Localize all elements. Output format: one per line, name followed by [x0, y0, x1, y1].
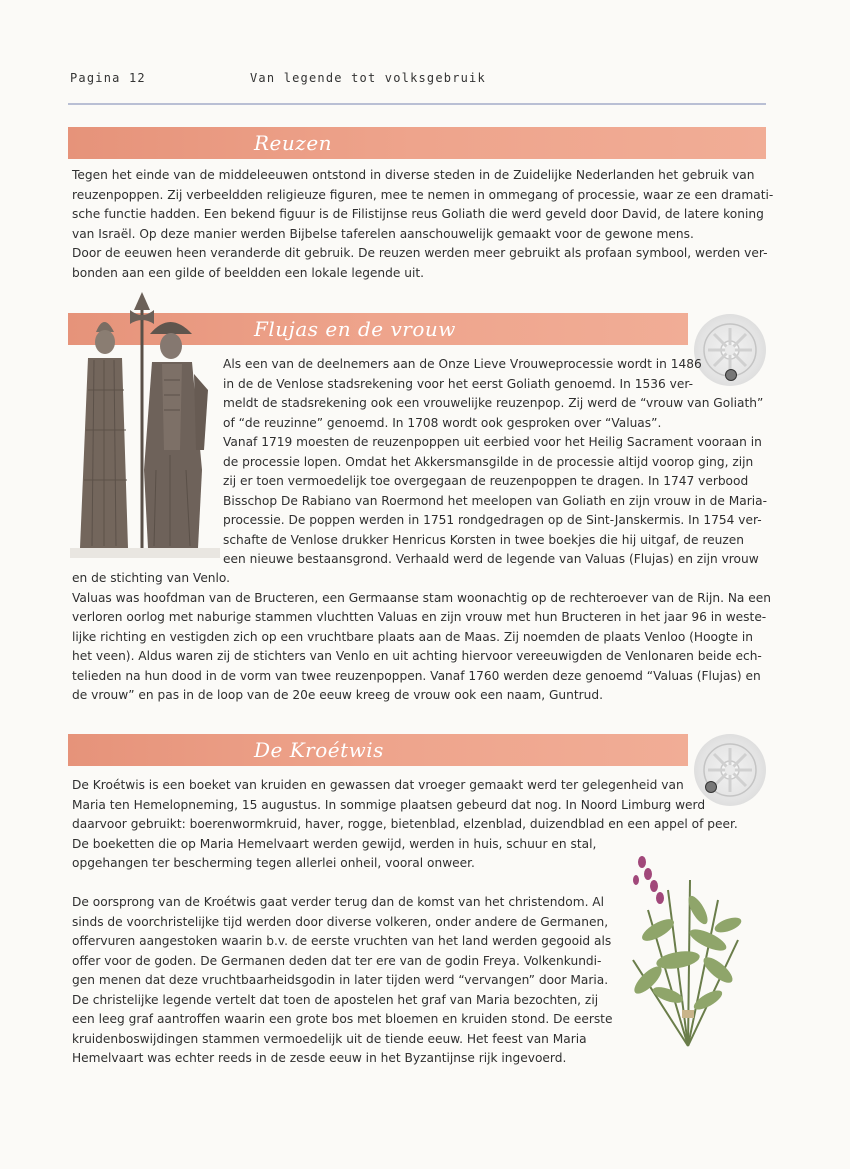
text-line: kruidenboswijdingen stammen vermoedelijk uit de tiende eeuw. Het feest van Maria [72, 1031, 587, 1046]
text-line: reuzenpoppen. Zij verbeeldden religieuze figuren, mee te nemen in ommegang of processie, waar ze een dramati- [72, 187, 774, 202]
text-line: in de de Venlose stadsrekening voor het eerst Goliath genoemd. In 1536 ver- [223, 376, 693, 391]
reuzen-text [72, 166, 773, 283]
text-line: opgehangen ter bescherming tegen allerlei onheil, vooral onweer. [72, 856, 475, 870]
text-line: zij er toen vermoedelijk toe overgegaan de reuzenpoppen te dragen. In 1747 verbood [223, 474, 749, 488]
flujas-text-full [72, 569, 771, 706]
text-line: Bisschop De Rabiano van Roermond het meelopen van Goliath en zijn vrouw in de Maria- [223, 493, 768, 508]
herb-bouquet-photo [608, 850, 768, 1050]
text-line: sche functie hadden. Een bekend figuur is de Filistijnse reus Goliath die werd geveld door David, de latere koning [72, 207, 764, 221]
text-line: De Kroétwis is een boeket van kruiden en gewassen dat vroeger gemaakt werd ter gelegenheid van [72, 778, 684, 792]
section-band-reuzen [68, 127, 766, 159]
text-line: telieden na hun dood in de vorm van twee reuzenpoppen. Vanaf 1760 werden deze genoemd “Valuas (Flujas) en [72, 668, 761, 683]
page-number: Pagina 12 [70, 71, 146, 85]
text-line: schafte de Venlose drukker Henricus Korsten in twee boekjes die hij uitgaf, de reuzen [223, 532, 744, 547]
header-rule [68, 103, 766, 105]
text-line: Door de eeuwen heen veranderde dit gebruik. De reuzen werden meer gebruikt als profaan symbool, werden ver- [72, 246, 768, 260]
text-line: De oorsprong van de Kroétwis gaat verder terug dan de komst van het christendom. Al [72, 895, 605, 909]
text-line: Hemelvaart was echter reeds in de zesde eeuw in het Byzantijnse rijk ingevoerd. [72, 1051, 567, 1065]
running-title: Van legende tot volksgebruik [250, 71, 486, 85]
text-line: een leeg graf aantroffen waarin een grote bos met bloemen en kruiden stond. De eerste [72, 1012, 613, 1026]
text-line: De boeketten die op Maria Hemelvaart werden gewijd, werden in huis, schuur en stal, [72, 836, 597, 851]
text-line: of “de reuzinne” genoemd. In 1708 wordt ook gesproken over “Valuas”. [223, 415, 662, 430]
text-line: processie. De poppen werden in 1751 rondgedragen op de Sint-Janskermis. In 1754 ver- [223, 513, 762, 527]
giant-puppets-photo [70, 290, 220, 558]
text-line: Valuas was hoofdman van de Bructeren, een Germaanse stam woonachtig op de rechteroever van de Rijn. Na een [72, 590, 771, 605]
section-band-kroetwis [68, 734, 688, 766]
text-line: sinds de voorchristelijke tijd werden door diverse volkeren, onder andere de Germanen, [72, 914, 609, 929]
text-line: gen menen dat deze vruchtbaarheidsgodin in later tijden werd “vervangen” door Maria. [72, 973, 609, 987]
text-line: het veen). Aldus waren zij de stichters van Venlo en uit achting hiervoor vereeuwigden de Venlonaren beide ech- [72, 649, 762, 663]
text-line: meldt de stadsrekening ook een vrouwelijke reuzenpop. Zij werd de “vrouw van Goliath” [223, 396, 764, 410]
text-line: lijke richting en vestigden zich op een vruchtbare plaats aan de Maas. Zij noemden de plaats Venloo (Hoogte in [72, 629, 753, 644]
text-line: Tegen het einde van de middeleeuwen ontstond in diverse steden in de Zuidelijke Nederlanden het gebruik van [72, 168, 755, 182]
text-line: de processie lopen. Omdat het Akkersmansgilde in de processie altijd voorop ging, zijn [223, 454, 754, 469]
section-title-reuzen: Reuzen [254, 131, 333, 155]
text-line: offer voor de goden. De Germanen deden dat ter ere van de godin Freya. Volkenkundi- [72, 953, 602, 968]
text-line: en de stichting van Venlo. [72, 571, 231, 585]
text-line: verloren oorlog met naburige stammen vluchtten Valuas en zijn vrouw met hun Bructeren in het jaar 96 in weste- [72, 610, 767, 624]
text-line: offervuren aangestoken waarin b.v. de eerste vruchten van het land werden gegooid als [72, 934, 612, 948]
section-title-flujas: Flujas en de vrouw [254, 317, 456, 341]
text-line: daarvoor gebruikt: boerenwormkruid, haver, rogge, bietenblad, elzenblad, duizendblad en een appel of peer. [72, 817, 738, 831]
kroetwis-text-origin [72, 893, 612, 1069]
flujas-text-beside-photo [223, 355, 767, 570]
text-line: Vanaf 1719 moesten de reuzenpoppen uit eerbied voor het Heilig Sacrament vooraan in [223, 435, 762, 449]
text-line: bonden aan een gilde of beeldden een lokale legende uit. [72, 265, 425, 280]
section-title-kroetwis: De Kroétwis [254, 738, 384, 762]
text-line: Maria ten Hemelopneming, 15 augustus. In sommige plaatsen gebeurd dat nog. In Noord Limburg werd [72, 797, 706, 812]
text-line: een nieuwe bestaansgrond. Verhaald werd de legende van Valuas (Flujas) en zijn vrouw [223, 552, 759, 566]
text-line: van Israël. Op deze manier werden Bijbelse taferelen aanschouwelijk gemaakt voor de gewone mens. [72, 226, 694, 241]
text-line: de vrouw” en pas in de loop van de 20e eeuw kreeg de vrouw ook een naam, Guntrud. [72, 688, 603, 702]
text-line: De christelijke legende vertelt dat toen de apostelen het graf van Maria bezochten, zij [72, 992, 599, 1007]
text-line: Als een van de deelnemers aan de Onze Lieve Vrouweprocessie wordt in 1486 [223, 357, 702, 371]
